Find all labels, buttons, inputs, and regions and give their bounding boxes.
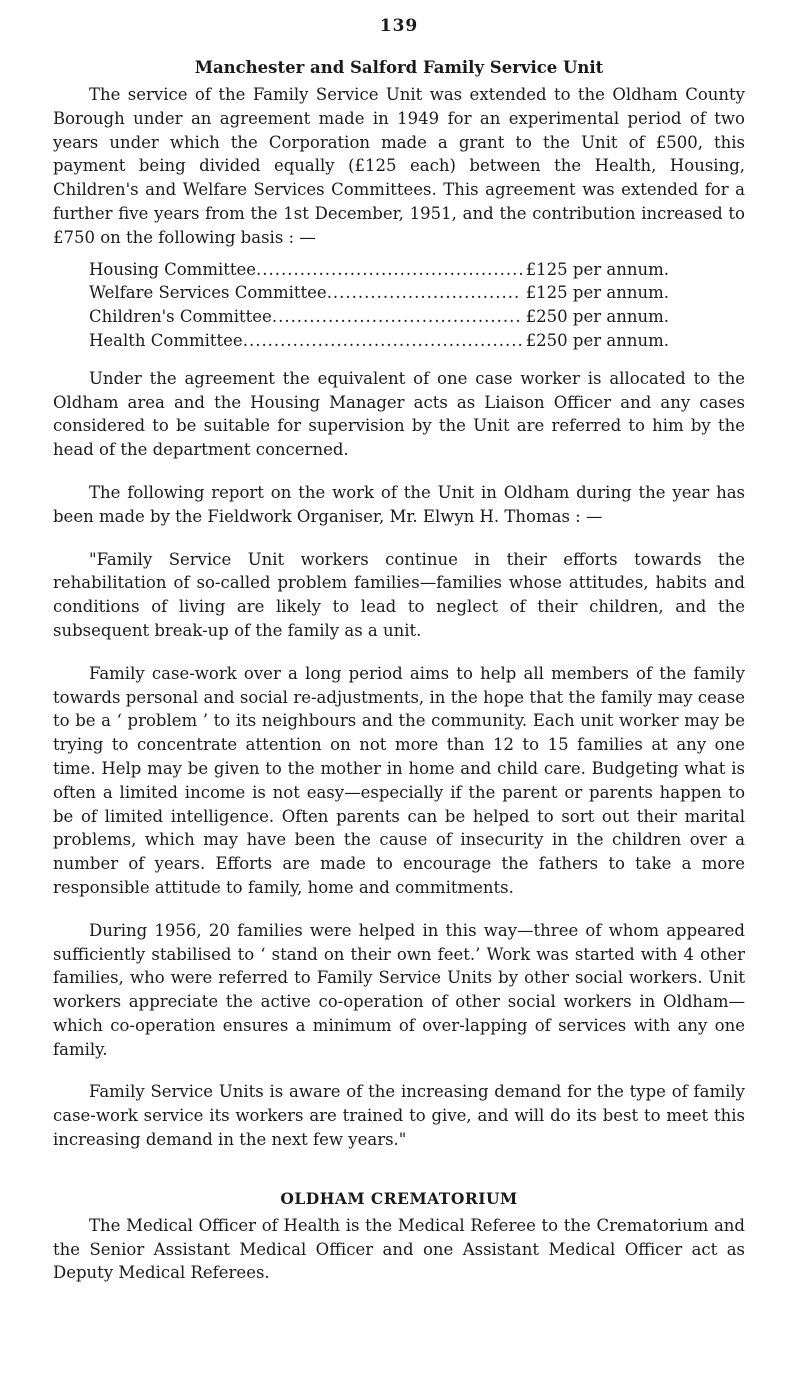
quoted-paragraph: "Family Service Unit workers continue in their efforts towards the rehabilitation of so-called problem families—families whose attitudes, habits and conditions of living are likely to lead to neglect of their children, and the subsequent break-up of the family as a unit. xyxy=(53,549,745,640)
committee-amount: £125 per annum. xyxy=(525,259,669,279)
committee-amount: £250 per annum. xyxy=(525,307,669,327)
section-heading: OLDHAM CREMATORIUM xyxy=(280,1188,518,1208)
section-oldham-crematorium xyxy=(53,1189,745,1285)
section-heading: Manchester and Salford Family Service Unit xyxy=(194,58,604,77)
dot-leader xyxy=(256,258,522,282)
quoted-paragraph: During 1956, 20 families were helped in this way—three of whom appeared sufficiently stabilised to ‘ stand on their own feet.’ Work was started with 4 other families, who were referred to Family Service Units by other social workers. Unit workers appreciate the active co-operation of other social workers in Oldham—which co-operation ensures a minimum of over-lapping of services with any one family. xyxy=(53,920,745,1059)
schedule-row xyxy=(89,305,669,329)
committee-name: Children's Committee xyxy=(89,307,272,327)
committee-amount: £250 per annum. xyxy=(525,330,669,350)
schedule-row xyxy=(89,258,669,282)
committee-name: Health Committee xyxy=(89,330,243,350)
body-paragraph: The following report on the work of the Unit in Oldham during the year has been made by the Fieldwork Organiser, Mr. Elwyn H. Thomas : — xyxy=(53,482,745,526)
section-family-service-unit xyxy=(53,58,745,1152)
committee-name: Welfare Services Committee xyxy=(89,283,327,303)
committee-name: Housing Committee xyxy=(89,259,257,279)
body-paragraph: The Medical Officer of Health is the Medical Referee to the Crematorium and the Senior Assistant Medical Officer and one Assistant Medical Officer act as Deputy Medical Referees. xyxy=(53,1215,745,1283)
committee-amount: £125 per annum. xyxy=(525,283,669,303)
schedule-row xyxy=(89,281,669,305)
quoted-paragraph: Family Service Units is aware of the increasing demand for the type of family case-work service its workers are trained to give, and will do its best to meet this increasing demand in the next few years." xyxy=(53,1082,745,1150)
dot-leader xyxy=(327,281,522,305)
intro-paragraph: The service of the Family Service Unit was extended to the Oldham County Borough under an agreement made in 1949 for an experimental period of two years under which the Corporation made a grant to the Unit of £500, this payment being divided equally (£125 each) between the Health, Housing, Children's and Welfare Services Committees. This agreement was extended for a further five years from the 1st December, 1951, and the contribution increased to £750 on the following basis : — xyxy=(53,85,745,247)
schedule-row xyxy=(89,329,669,353)
quoted-paragraph: Family case-work over a long period aims to help all members of the family towards personal and social re-adjustments, in the hope that the family may cease to be a ‘ problem ’ to its neighbours and the community. Each unit worker may be trying to concentrate attention on not more than 12 to 15 families at any one time. Help may be given to the mother in home and child care. Budgeting what is often a limited income is not easy—especially if the parent or parents happen to be of limited intelligence. Often parents can be helped to sort out their marital problems, which may have been the cause of insecurity in the children over a number of years. Efforts are made to encourage the fathers to take a more responsible attitude to family, home and commitments. xyxy=(53,663,745,897)
dot-leader xyxy=(243,329,522,353)
dot-leader xyxy=(272,305,522,329)
contribution-schedule xyxy=(53,258,745,353)
body-paragraph: Under the agreement the equivalent of one case worker is allocated to the Oldham area and the Housing Manager acts as Liaison Officer and any cases considered to be suitable for supervision by the Unit are referred to him by the head of the department concerned. xyxy=(53,368,745,460)
page-number: 139 xyxy=(379,16,419,36)
